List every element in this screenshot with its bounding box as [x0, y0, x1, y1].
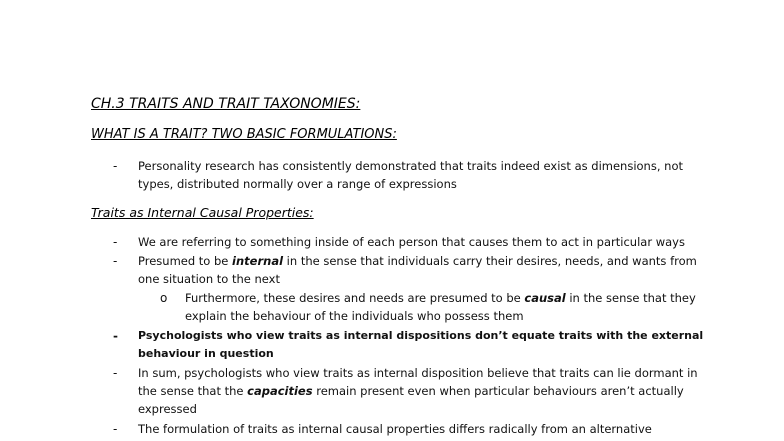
bullet-3-line-2: behaviour in question: [138, 347, 274, 360]
sub-bullet-emphasis: causal: [524, 291, 566, 305]
sub-bullet-pre: Furthermore, these desires and needs are presumed to be: [185, 291, 525, 305]
bullet-4-post: remain present even when particular behaviours aren’t actually: [312, 384, 684, 398]
sub-bullet-line-2: explain the behaviour of the individuals who possess them: [185, 309, 524, 323]
bullet-marker: -: [113, 159, 118, 173]
bullet-5-text: The formulation of traits as internal causal properties differs radically from an alternative: [138, 422, 652, 436]
intro-line-2: types, distributed normally over a range of expressions: [138, 177, 457, 191]
bullet-marker: -: [113, 422, 118, 436]
intro-line-1: Personality research has consistently demonstrated that traits indeed exist as dimensions, not: [138, 159, 683, 173]
sub-bullet-post: in the sense that they: [565, 291, 696, 305]
bullet-4-pre: the sense that the: [138, 384, 248, 398]
bullet-1-text: We are referring to something inside of each person that causes them to act in particular ways: [138, 235, 685, 249]
bullet-marker: -: [113, 366, 118, 380]
bullet-marker: -: [113, 235, 118, 249]
subsection-heading: Traits as Internal Causal Properties:: [91, 205, 314, 220]
bullet-3-line-1: Psychologists who view traits as internal dispositions don’t equate traits with the external: [138, 329, 704, 342]
bullet-2-emphasis: internal: [232, 254, 284, 268]
bullet-2-pre: Presumed to be: [138, 254, 233, 268]
sub-bullet-line-1: [185, 289, 696, 307]
bullet-marker: -: [113, 329, 118, 343]
chapter-heading: CH.3 TRAITS AND TRAIT TAXONOMIES:: [91, 96, 361, 112]
bullet-2-line-2: one situation to the next: [138, 272, 280, 286]
bullet-2-line-1: [138, 252, 697, 270]
bullet-marker: -: [113, 254, 118, 268]
bullet-4-line-1: In sum, psychologists who view traits as internal disposition believe that traits can lie dormant in: [138, 366, 698, 380]
bullet-2-post: in the sense that individuals carry their desires, needs, and wants from: [283, 254, 697, 268]
sub-bullet-marker: o: [160, 291, 168, 305]
bullet-4-line-2: [138, 382, 684, 400]
bullet-4-emphasis: capacities: [247, 384, 313, 398]
bullet-4-line-3: expressed: [138, 402, 197, 416]
section-heading: WHAT IS A TRAIT? TWO BASIC FORMULATIONS:: [91, 127, 397, 142]
